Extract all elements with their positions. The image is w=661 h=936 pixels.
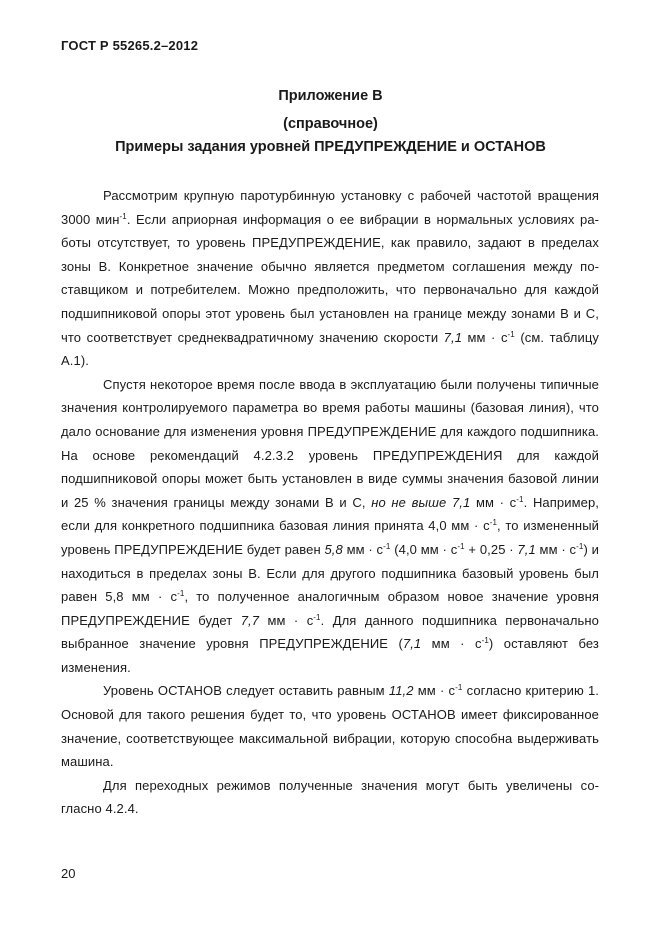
p1-sup-b: -1 [507, 329, 515, 339]
p3-sup-a: -1 [455, 683, 463, 693]
p2-em-i: 7,1 [402, 636, 422, 652]
p2-em-f: 7,1 [517, 541, 536, 557]
page-number: 20 [61, 866, 76, 881]
p2-em-d: 5,8 [324, 541, 343, 557]
p2-text-i: . Для данного подшипника первоначально выбранное значение уровня ПРЕДУПРЕЖДЕНИЕ ( [61, 612, 599, 652]
p1-sup-a: -1 [119, 211, 127, 221]
p2-sup-f: -1 [576, 541, 584, 551]
paragraph-2 [61, 373, 599, 680]
paragraph-3 [61, 679, 599, 773]
p2-unit-i: мм · с [421, 636, 482, 652]
p2-unit-h: мм · с [259, 612, 314, 628]
p2-sup-i: -1 [481, 636, 489, 646]
appendix-type: (справочное) [283, 116, 378, 132]
p2-text-j: ) оставляют без изменения. [61, 636, 599, 675]
p2-text-f: + 0,25 · [464, 541, 518, 557]
appendix-body [61, 184, 599, 821]
p2-unit-f: мм · с [535, 541, 577, 557]
p2-text-h: , то полученное аналогичным образом новое значение уровня ПРЕДУПРЕЖДЕНИЕ будет [61, 589, 599, 628]
p2-sup-e: -1 [457, 541, 465, 551]
p1-text-b: . Если априорная информация о ее вибрации в нормальных условиях работы отсутствует, то уровень ПРЕДУПРЕЖДЕНИЕ, как правило, задают в пределах зоны В. Конкретное значение обычно является предметом соглашения между поставщиком и потребителем. Можно предположить, что первоначально для каждой подшипниковой опоры этот уровень был установлен на границе между зонами В и С, что соответствует среднеквадратичному значению скорости [61, 211, 599, 345]
p2-sup-h: -1 [313, 612, 321, 622]
p3-text-a: Уровень ОСТАНОВ следует оставить равным [103, 683, 389, 699]
p3-unit-a: мм · с [413, 683, 456, 699]
p2-sup-c: -1 [489, 518, 498, 528]
p2-sup-b: -1 [516, 494, 524, 504]
p2-sup-g: -1 [177, 589, 185, 599]
p2-unit-d: мм · с [342, 541, 384, 557]
p2-em-b: но не выше 7,1 [371, 494, 471, 510]
p2-unit-b: мм · с [470, 494, 517, 510]
p2-text-e: (4,0 мм · с [390, 541, 458, 557]
p2-text-a: Спустя некоторое время после ввода в эксплуатацию были получены типичные значения контролируемого параметра во время работы машины (базовая линия), что дало основание для изменения уровня ПРЕДУПРЕЖДЕНИЕ для каждого подшипника. На основе рекомендаций 4.2.3.2 уровень ПРЕДУПРЕЖДЕНИЯ для каждой подшипниковой опоры может быть установлен в виде суммы значения базовой линии и 25 % значения границы между зонами В и С, [61, 376, 599, 510]
p1-value-b: 7,1 [443, 329, 463, 345]
appendix-heading: Примеры задания уровней ПРЕДУПРЕЖДЕНИЕ и ОСТАНОВ [115, 139, 546, 155]
p1-unit-b: мм · с [462, 329, 508, 345]
p2-text-d: , то измененный уровень ПРЕДУПРЕЖДЕНИЕ будет равен [61, 518, 599, 557]
paragraph-4 [61, 774, 599, 821]
p4-text-a: Для переходных режимов полученные значения могут быть увеличены согласно 4.2.4. [61, 777, 599, 817]
p2-text-g: ) и находиться в пределах зоны В. Если для другого подшипника базовый уровень был равен 5,8 мм · с [61, 541, 599, 605]
p1-text-c: (см. таблицу А.1). [61, 329, 599, 369]
p2-sup-d: -1 [383, 541, 391, 551]
paragraph-1 [61, 184, 599, 373]
p2-em-h: 7,7 [240, 612, 260, 628]
p3-text-b: согласно критерию 1. Основой для такого решения будет то, что уровень ОСТАНОВ имеет фиксированное значение, соответствующее максимальной вибрации, которую способна выдерживать машина. [61, 683, 599, 770]
document-header: ГОСТ Р 55265.2–2012 [61, 38, 199, 53]
p2-text-c: . Например, если для конкретного подшипника базовая линия принята 4,0 мм · с [61, 494, 600, 534]
p1-text-a: Рассмотрим крупную паротурбинную установку с рабочей частотой вращения 3000 мин [61, 188, 599, 227]
appendix-title: Приложение В [278, 88, 383, 104]
p3-em-a: 11,2 [388, 683, 414, 699]
